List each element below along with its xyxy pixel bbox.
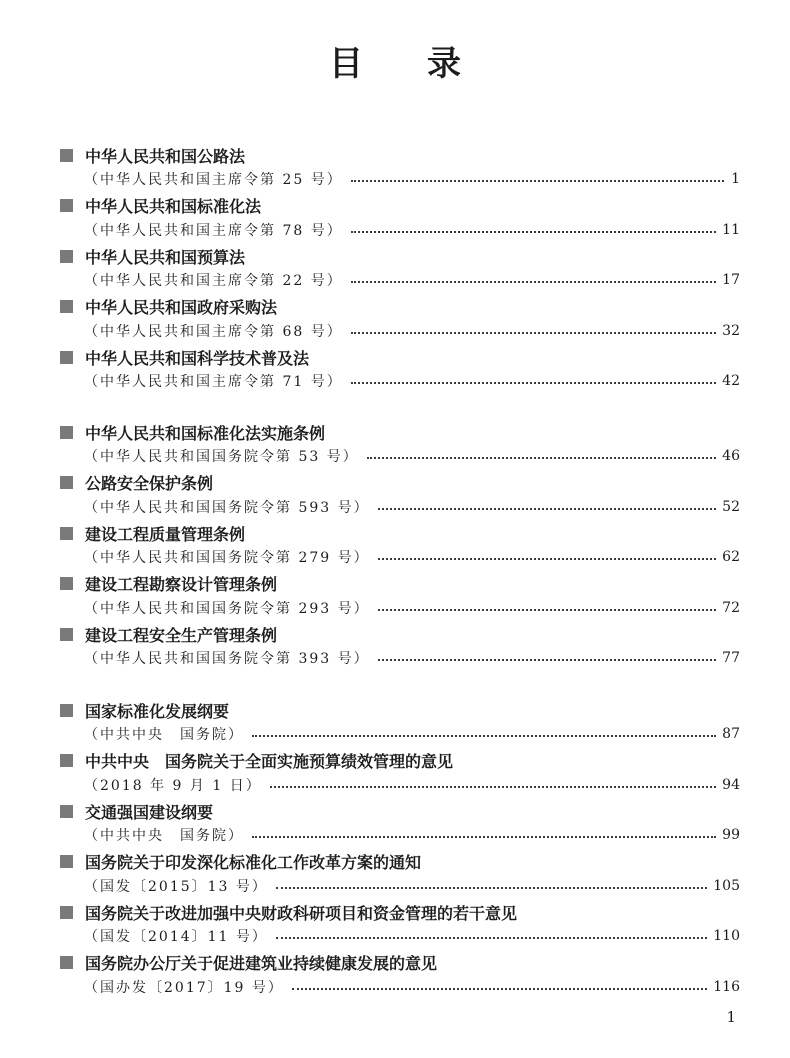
toc-entry-title: 国务院办公厅关于促进建筑业持续健康发展的意见 xyxy=(85,954,438,973)
toc-entry-page: 105 xyxy=(713,877,740,894)
toc-entry-subtitle: （中华人民共和国国务院令第 53 号） xyxy=(84,449,359,465)
toc-entry-subtitle: （国办发〔2017〕19 号） xyxy=(84,979,284,996)
toc-entry[interactable] xyxy=(0,345,790,396)
toc-entry[interactable] xyxy=(0,951,790,1002)
footer-page-number: 1 xyxy=(726,1008,736,1026)
dot-leader xyxy=(276,887,707,889)
toc-entry-title: 中华人民共和国标准化法实施条例 xyxy=(85,423,326,443)
page-title xyxy=(0,36,790,85)
toc-entry[interactable] xyxy=(0,572,790,623)
dot-leader xyxy=(292,988,707,990)
dot-leader xyxy=(351,281,716,283)
toc-entry-subtitle: （中华人民共和国主席令第 78 号） xyxy=(84,222,343,239)
toc-entry-title: 中华人民共和国公路法 xyxy=(85,146,246,166)
dot-leader xyxy=(276,937,707,939)
dot-leader xyxy=(378,609,717,611)
toc-entry[interactable] xyxy=(0,143,790,194)
toc-entry[interactable] xyxy=(0,420,790,471)
dot-leader xyxy=(351,180,724,182)
toc-entry-page: 72 xyxy=(722,599,740,616)
toc-entry-page: 110 xyxy=(713,928,740,944)
toc-entry-page: 11 xyxy=(722,221,740,238)
toc-entry-page: 99 xyxy=(722,827,740,843)
dot-leader xyxy=(378,558,717,560)
toc-entry-title: 中华人民共和国科学技术普及法 xyxy=(85,348,310,368)
toc-entry-page: 77 xyxy=(722,650,740,666)
toc-entry[interactable] xyxy=(0,295,790,346)
toc-entry-title: 中华人民共和国标准化法 xyxy=(85,197,262,216)
bullet-square-icon xyxy=(60,805,73,818)
bullet-square-icon xyxy=(60,250,73,263)
toc-entry-title: 交通强国建设纲要 xyxy=(85,802,214,822)
toc-entry-page: 62 xyxy=(722,549,740,565)
toc-entry-subtitle: （中华人民共和国国务院令第 293 号） xyxy=(84,600,370,617)
dot-leader xyxy=(252,735,716,737)
toc-entry[interactable] xyxy=(0,521,790,572)
toc-section-regulations xyxy=(0,420,790,673)
toc-entry-title: 国家标准化发展纲要 xyxy=(85,701,230,721)
bullet-square-icon xyxy=(60,351,73,364)
toc-entry-page: 32 xyxy=(722,322,740,339)
dot-leader xyxy=(270,786,716,788)
toc-entry-title: 中华人民共和国政府采购法 xyxy=(85,298,278,317)
toc-entry-title: 建设工程安全生产管理条例 xyxy=(85,625,278,645)
toc-entry[interactable] xyxy=(0,749,790,800)
toc-entry-subtitle: （中华人民共和国国务院令第 279 号） xyxy=(84,550,370,566)
toc-entry-title: 公路安全保护条例 xyxy=(85,474,214,493)
toc-entry-page: 116 xyxy=(713,978,740,995)
bullet-square-icon xyxy=(60,577,73,590)
bullet-square-icon xyxy=(60,300,73,313)
toc-entry-page: 87 xyxy=(722,726,740,742)
dot-leader xyxy=(378,659,717,661)
toc-entry-page: 42 xyxy=(722,373,740,389)
toc-entry[interactable] xyxy=(0,900,790,951)
toc-entry-subtitle: （中共中央 国务院） xyxy=(84,727,244,743)
toc-entry-title: 建设工程质量管理条例 xyxy=(85,524,246,544)
page-title-second: 录 xyxy=(427,44,461,84)
toc-entry[interactable] xyxy=(0,850,790,901)
toc-entry-page: 1 xyxy=(731,171,740,187)
toc-entry[interactable] xyxy=(0,799,790,850)
bullet-square-icon xyxy=(60,855,73,868)
dot-leader xyxy=(378,508,717,510)
toc-entry-page: 17 xyxy=(722,272,740,288)
bullet-square-icon xyxy=(60,754,73,767)
dot-leader xyxy=(351,382,716,384)
toc-entry-subtitle: （国发〔2015〕13 号） xyxy=(84,878,268,895)
toc-entry-title: 中华人民共和国预算法 xyxy=(85,247,246,267)
bullet-square-icon xyxy=(60,476,73,489)
bullet-square-icon xyxy=(60,199,73,212)
toc-entry-title: 中共中央 国务院关于全面实施预算绩效管理的意见 xyxy=(85,752,454,771)
bullet-square-icon xyxy=(60,956,73,969)
toc-entry-subtitle: （中华人民共和国国务院令第 593 号） xyxy=(84,499,370,516)
dot-leader xyxy=(351,231,716,233)
toc-entry[interactable] xyxy=(0,194,790,245)
toc-entry-title: 国务院关于改进加强中央财政科研项目和资金管理的若干意见 xyxy=(85,903,518,923)
bullet-square-icon xyxy=(60,426,73,439)
page-title-first: 目 xyxy=(329,44,363,84)
toc-entry[interactable] xyxy=(0,698,790,749)
toc-entry[interactable] xyxy=(0,622,790,673)
toc-entry[interactable] xyxy=(0,244,790,295)
dot-leader xyxy=(367,457,716,459)
toc-entry-subtitle: （2018 年 9 月 1 日） xyxy=(84,777,262,794)
toc-entry-subtitle: （中华人民共和国国务院令第 393 号） xyxy=(84,651,370,667)
bullet-square-icon xyxy=(60,527,73,540)
toc-entry-subtitle: （国发〔2014〕11 号） xyxy=(84,929,268,945)
toc-entry-page: 52 xyxy=(722,498,740,515)
dot-leader xyxy=(252,836,716,838)
bullet-square-icon xyxy=(60,628,73,641)
toc-entry-subtitle: （中华人民共和国主席令第 25 号） xyxy=(84,172,343,188)
toc-section-policies xyxy=(0,698,790,1001)
dot-leader xyxy=(351,332,716,334)
toc-entry-subtitle: （中华人民共和国主席令第 71 号） xyxy=(84,374,343,390)
toc-entry-title: 建设工程勘察设计管理条例 xyxy=(85,575,278,594)
bullet-square-icon xyxy=(60,149,73,162)
toc-entry-page: 46 xyxy=(722,448,740,464)
toc-entry-subtitle: （中华人民共和国主席令第 68 号） xyxy=(84,323,343,340)
toc-entry-title: 国务院关于印发深化标准化工作改革方案的通知 xyxy=(85,853,422,872)
toc-entry-subtitle: （中共中央 国务院） xyxy=(84,828,244,844)
toc-section-laws xyxy=(0,143,790,396)
toc-entry-page: 94 xyxy=(722,776,740,793)
toc-entry-subtitle: （中华人民共和国主席令第 22 号） xyxy=(84,273,343,289)
bullet-square-icon xyxy=(60,906,73,919)
bullet-square-icon xyxy=(60,704,73,717)
toc-entry[interactable] xyxy=(0,471,790,522)
